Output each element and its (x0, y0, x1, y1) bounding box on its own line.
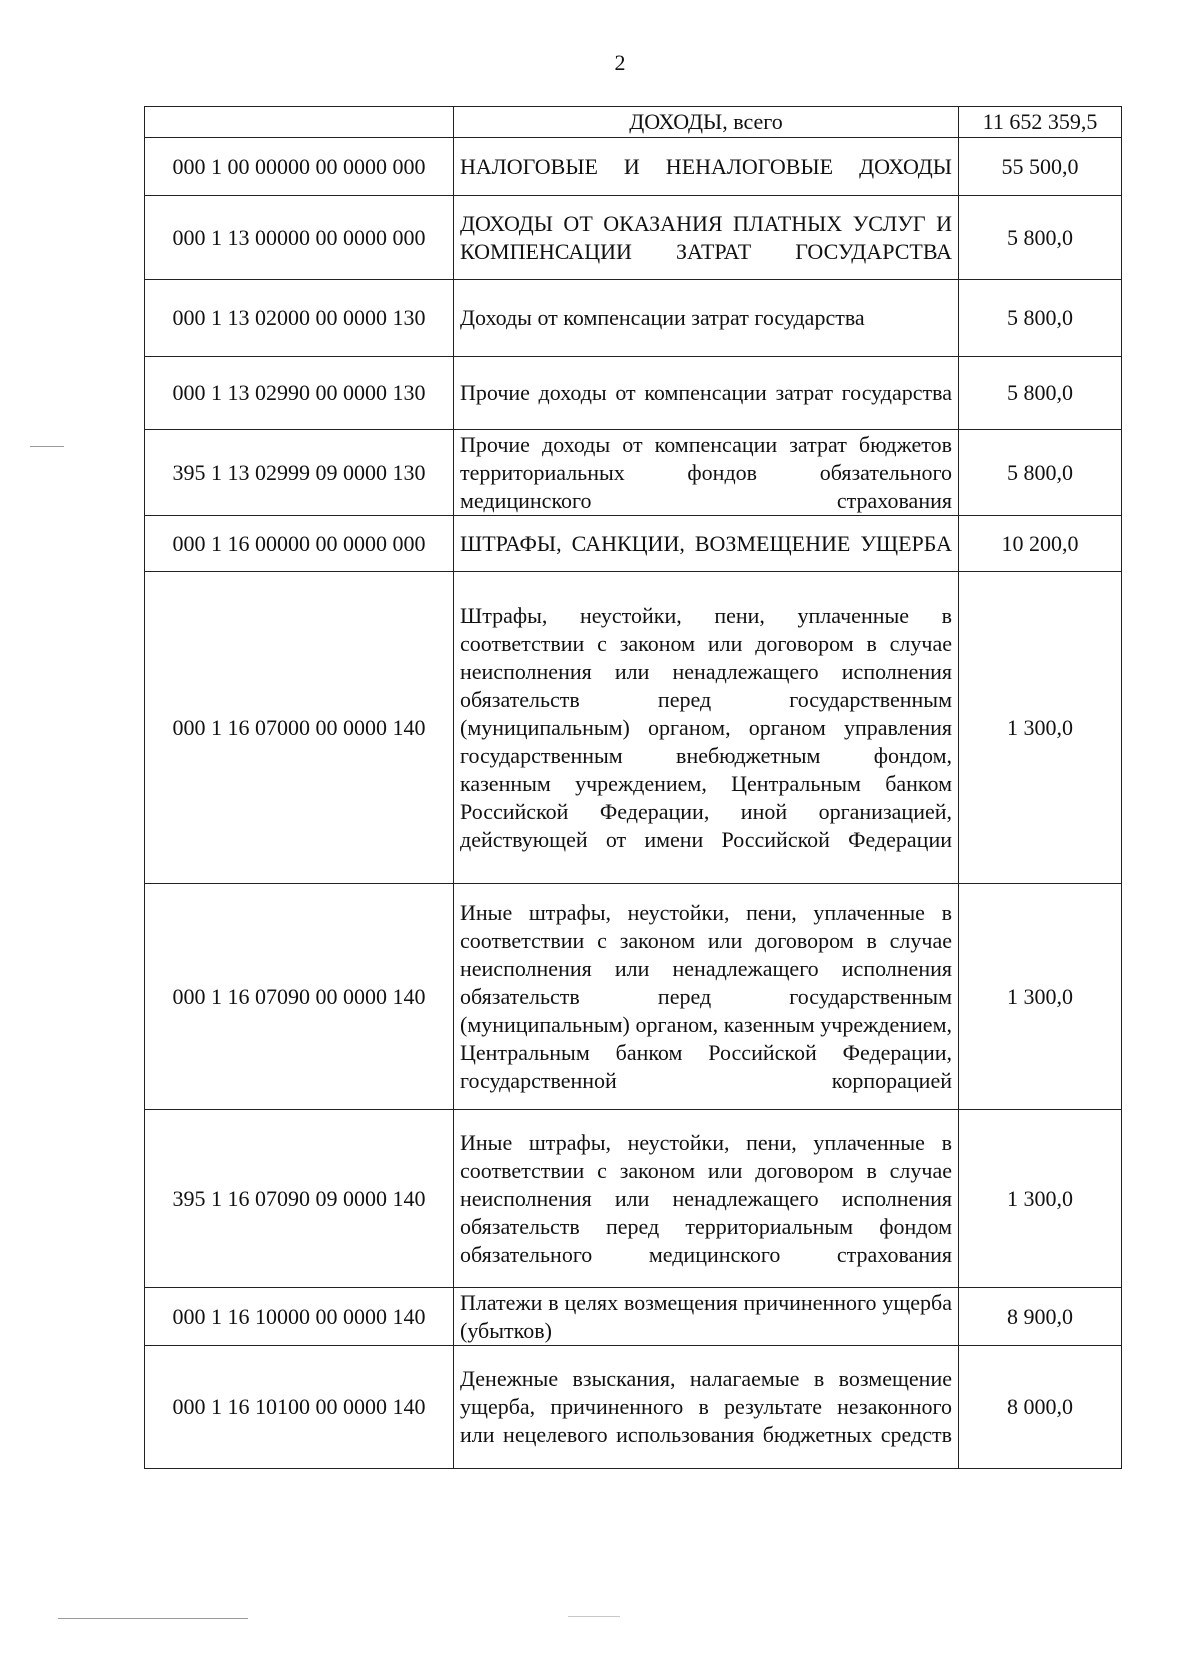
page-number: 2 (614, 50, 626, 75)
scan-artifact-line (30, 446, 64, 447)
amount-cell: 8 900,0 (959, 1288, 1122, 1346)
amount-cell: 5 800,0 (959, 196, 1122, 280)
table-row (145, 572, 1122, 884)
amount-cell: 5 800,0 (959, 357, 1122, 430)
code-cell: 000 1 16 10100 00 0000 140 (145, 1346, 454, 1469)
name-cell: Денежные взыскания, налагаемые в возмещение ущерба, причиненного в результате незаконного или нецелевого использования бюджетных средств (454, 1346, 959, 1469)
name-cell: Прочие доходы от компенсации затрат бюджетов территориальных фондов обязательного медицинского страхования (454, 430, 959, 516)
code-cell: 000 1 16 00000 00 0000 000 (145, 516, 454, 572)
amount-cell: 10 200,0 (959, 516, 1122, 572)
code-cell: 000 1 13 00000 00 0000 000 (145, 196, 454, 280)
code-cell: 395 1 16 07090 09 0000 140 (145, 1110, 454, 1288)
code-cell: 000 1 13 02990 00 0000 130 (145, 357, 454, 430)
amount-cell: 8 000,0 (959, 1346, 1122, 1469)
name-cell: ДОХОДЫ, всего (454, 107, 959, 138)
name-cell: Иные штрафы, неустойки, пени, уплаченные в соответствии с законом или договором в случае неисполнения или ненадлежащего исполнения обязательств перед территориальным фондом обязательного медицинского страхования (454, 1110, 959, 1288)
code-cell: 000 1 00 00000 00 0000 000 (145, 138, 454, 196)
amount-cell: 5 800,0 (959, 280, 1122, 357)
table-row (145, 1346, 1122, 1469)
name-cell: ДОХОДЫ ОТ ОКАЗАНИЯ ПЛАТНЫХ УСЛУГ И КОМПЕНСАЦИИ ЗАТРАТ ГОСУДАРСТВА (454, 196, 959, 280)
name-cell: Прочие доходы от компенсации затрат государства (454, 357, 959, 430)
name-cell: Платежи в целях возмещения причиненного ущерба (убытков) (454, 1288, 959, 1346)
table-row-total (145, 107, 1122, 138)
name-cell: Доходы от компенсации затрат государства (454, 280, 959, 357)
code-cell: 000 1 16 07000 00 0000 140 (145, 572, 454, 884)
name-cell: Штрафы, неустойки, пени, уплаченные в соответствии с законом или договором в случае неисполнения или ненадлежащего исполнения обязательств перед государственным (муниципальным) органом, органом управления государственным внебюджетным фондом, казенным учреждением, Центральным банком Российской Федерации, иной организацией, действующей от имени Российской Федерации (454, 572, 959, 884)
scan-artifact-line (568, 1616, 620, 1617)
code-cell (145, 107, 454, 138)
amount-cell: 1 300,0 (959, 572, 1122, 884)
name-cell: НАЛОГОВЫЕ И НЕНАЛОГОВЫЕ ДОХОДЫ (454, 138, 959, 196)
scan-artifact-line (58, 1618, 248, 1619)
amount-cell: 55 500,0 (959, 138, 1122, 196)
table-row (145, 884, 1122, 1110)
code-cell: 000 1 16 10000 00 0000 140 (145, 1288, 454, 1346)
name-cell: ШТРАФЫ, САНКЦИИ, ВОЗМЕЩЕНИЕ УЩЕРБА (454, 516, 959, 572)
table-row (145, 1288, 1122, 1346)
code-cell: 395 1 13 02999 09 0000 130 (145, 430, 454, 516)
name-cell: Иные штрафы, неустойки, пени, уплаченные в соответствии с законом или договором в случае неисполнения или ненадлежащего исполнения обязательств перед государственным (муниципальным) органом, казенным учреждением, Центральным банком Российской Федерации, государственной корпорацией (454, 884, 959, 1110)
table-row (145, 1110, 1122, 1288)
code-cell: 000 1 13 02000 00 0000 130 (145, 280, 454, 357)
table-row (145, 430, 1122, 516)
amount-cell: 1 300,0 (959, 1110, 1122, 1288)
table-row (145, 138, 1122, 196)
revenue-table (144, 106, 1122, 1469)
table-row (145, 280, 1122, 357)
amount-cell: 5 800,0 (959, 430, 1122, 516)
amount-cell: 1 300,0 (959, 884, 1122, 1110)
table-row (145, 516, 1122, 572)
table-row (145, 196, 1122, 280)
amount-cell: 11 652 359,5 (959, 107, 1122, 138)
table-row (145, 357, 1122, 430)
code-cell: 000 1 16 07090 00 0000 140 (145, 884, 454, 1110)
